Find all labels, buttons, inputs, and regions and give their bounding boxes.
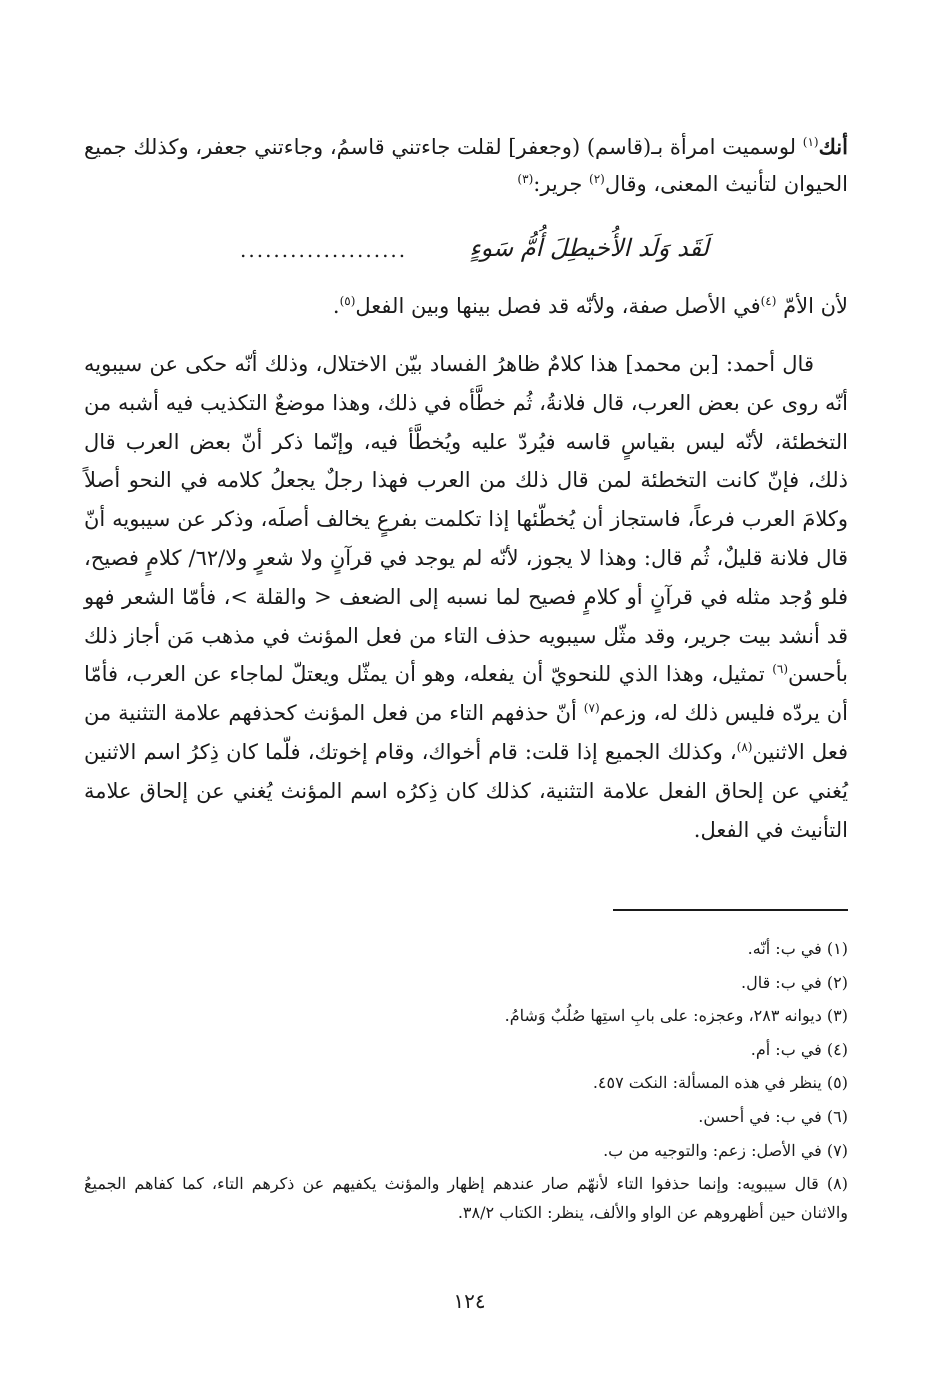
- footnotes-list: [84, 932, 848, 1227]
- main-paragraph: [84, 345, 848, 849]
- footnote-8: (٨) قال سيبويه: وإنما حذفوا التاء لأنهّم صار عندهم إظهار والمؤنث يكفيهم عن ذكرهم التاء، كما كفاهم الجميعُ والاثنان حين أظهروهم عن الواو والألف، ينظر: الكتاب ٣٨/٢.: [84, 1174, 848, 1223]
- footnote-2: (٢) في ب: قال.: [740, 972, 848, 992]
- body-text-1: قال أحمد: [بن محمد] هذا كلامٌ ظاهرُ الفساد بيّن الاختلال، وذلك أنّه حكى عن سيبويه أنّه روى عن بعض العرب، قال فلانةُ، ثُم خطَّأه في ذلك، وهذا موضعٌ التكذيب فيه أشبه من التخطئة، لأنّه ليس بقياسٍ قاسه فيُردّ عليه ويُخطَّأ فيه، وإنّما ذكر أنّ بعض العرب قال ذلك، فإنّ كانت التخطئة لمن قال ذلك من العرب فهذا رجلٌ يجعلُ كلامه في النحو أصلاً وكلامَ العرب فرعاً، فاستجاز أن يُخطّئها إذا تكلمت بفرعٍ يخالف أصلَه، وذكر عن سيبويه أنّ قال فلانة قليلٌ، ثُم قال: وهذا لا يجوز، لأنّه لم يوجد في قرآنٍ ولا شعرٍ ولا/٦٢/ كلامٍ فصيح، فلو وُجد مثله في قرآنٍ أو كلامٍ فصيح لما نسبه إلى الضعف < والقلة >، فأمّا الشعر فهو قد أنشد بيت جرير، وقد مثّل سيبويه حذف التاء من فعل المؤنث في مذهب مَن أجاز ذلك بأحسن: [84, 352, 848, 687]
- footnote-ref-1: (١): [802, 135, 819, 149]
- footnote-5: (٥) ينظر في هذه المسألة: النكت ٤٥٧.: [592, 1073, 848, 1093]
- intro-paragraph: [84, 128, 848, 203]
- body-text-2: تمثيل، وهذا الذي للنحويّ أن يفعله، وهو أن يمثّل ويعتلّ لماجاء عن العرب، فأمّا أن يردّه فليس ذلك له، وزعم: [84, 662, 848, 726]
- reason-line: [84, 288, 848, 325]
- verse-ellipsis: ....................: [240, 238, 408, 262]
- footnote-6: (٦) في ب: في أحسن.: [698, 1106, 848, 1126]
- page-number: ١٢٤: [453, 1289, 486, 1313]
- footnote-4: (٤) في ب: أم.: [750, 1039, 848, 1059]
- footnote-ref-7: (٧): [583, 701, 600, 716]
- footnote-7: (٧) في الأصل: زعم: والتوجيه من ب.: [603, 1140, 848, 1160]
- footnote-ref-2: (٢): [589, 172, 605, 186]
- footnote-ref-6: (٦): [772, 662, 789, 677]
- reason-text-3: .: [332, 294, 340, 318]
- intro-text-2: جرير:: [533, 172, 590, 196]
- footnote-ref-3: (٣): [517, 172, 534, 186]
- footnote-3: (٣) ديوانه ٢٨٣، وعجزه: على بابِ استِها صُلُبٌ وَشامُ.: [504, 1006, 848, 1026]
- body-text-3: أنّ حذفهم التاء من فعل المؤنث كحذفهم علامة التثنية من فعل الاثنين: [84, 701, 848, 764]
- footnote-1: (١) في ب: أنّه.: [747, 939, 848, 958]
- footnote-ref-8: (٨): [736, 739, 753, 754]
- lead-word: أنك: [818, 134, 848, 159]
- footnote-ref-5: (٥): [339, 294, 356, 308]
- footnote-separator: [613, 909, 848, 911]
- body-text-4: ، وكذلك الجميع إذا قلت: قام أخواك، وقام إخوتك، فلّما كان ذِكرُ اسم الاثنين يُغني عن إلحاق الفعل علامة التثنية، كذلك كان ذِكرُه اسم المؤنث يُغني عن إلحاق علامة التأنيث في الفعل.: [84, 739, 848, 842]
- intro-text-1: لوسميت امرأة بـ(قاسم) (وجعفر] لقلت جاءتني قاسمُ، وجاءتني جعفر، وكذلك جميع الحيوان لتأنيث المعنى، وقال: [84, 135, 848, 196]
- reason-text-2: في الأصل صفة، ولأنّه قد فصل بينها وبين الفعل: [355, 294, 761, 318]
- reason-text-1: لأن الأمّ: [776, 294, 848, 318]
- poetry-verse: لَقَد وَلَد الأُخيطِلَ أُمُّ سَوءٍ: [469, 234, 709, 262]
- footnote-ref-4: (٤): [760, 294, 777, 308]
